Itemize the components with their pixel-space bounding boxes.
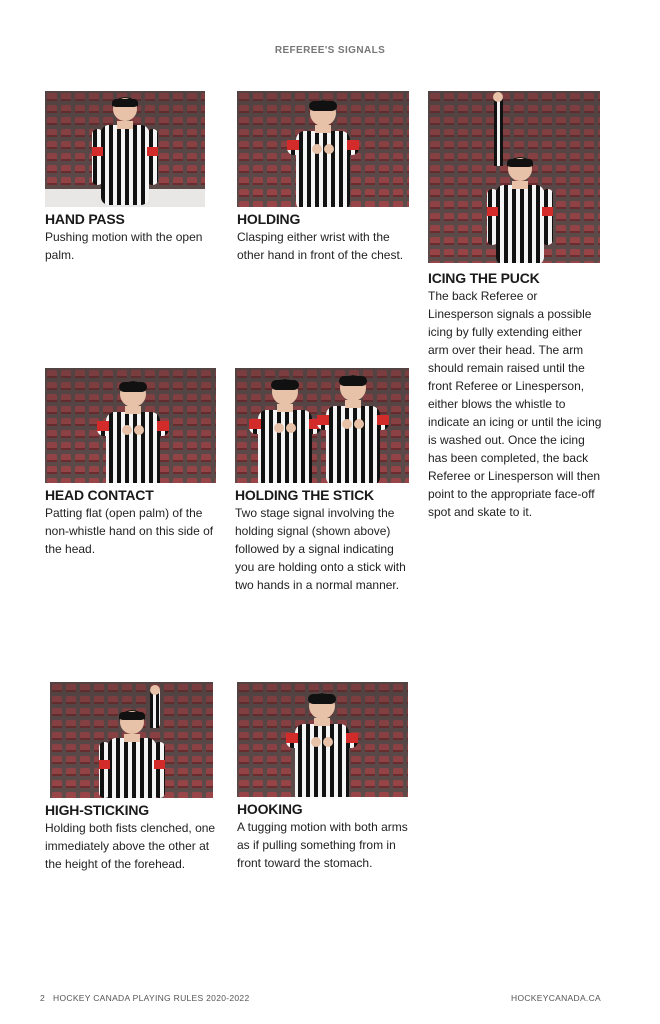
signal-holding-the-stick (235, 368, 410, 594)
signal-title: HIGH-STICKING (45, 802, 149, 818)
footer-website: HOCKEYCANADA.CA (511, 993, 601, 1003)
hand-pass-photo (45, 91, 205, 207)
page-number: 2 (40, 993, 46, 1003)
footer-left (40, 993, 249, 1003)
publication-title: HOCKEY CANADA PLAYING RULES 2020-2022 (53, 993, 250, 1003)
high-sticking-photo (50, 682, 213, 798)
signal-hooking (237, 682, 409, 872)
signal-head-contact (45, 368, 220, 558)
signal-description: A tugging motion with both arms as if pulling something from in front toward the stomach. (237, 820, 408, 870)
holding-photo (237, 91, 409, 207)
icing-photo (428, 91, 600, 263)
signal-description: The back Referee or Linesperson signals a possible icing by fully extending either arm over their head. The arm should remain raised until the front Referee or Linesperson, either blows the whistle to indicate an icing or until the icing is washed out. Once the icing has been completed, the back Referee or Linesperson will then point to the appropriate face-off spot and skate to it. (428, 289, 602, 519)
signal-description: Patting flat (open palm) of the non-whistle hand on this side of the head. (45, 506, 214, 556)
page-header: REFEREE'S SIGNALS (274, 45, 386, 56)
signal-title: HEAD CONTACT (45, 487, 154, 503)
signal-icing-the-puck (428, 91, 603, 521)
signal-description: Holding both fists clenched, one immediately above the other at the height of the forehead. (45, 821, 216, 871)
signal-description: Two stage signal involving the holding signal (shown above) followed by a signal indicating you are holding onto a stick with two hands in a normal manner. (235, 506, 406, 592)
signal-description: Clasping either wrist with the other hand in front of the chest. (237, 230, 404, 262)
signal-title: HOLDING (237, 211, 301, 227)
signal-title: ICING THE PUCK (428, 270, 540, 286)
holding-the-stick-photo (235, 368, 409, 483)
signal-description: Pushing motion with the open palm. (45, 230, 203, 262)
head-contact-photo (45, 368, 216, 483)
signal-hand-pass (45, 91, 205, 264)
signal-title: HAND PASS (45, 211, 125, 227)
hooking-photo (237, 682, 408, 797)
signal-holding (237, 91, 409, 264)
signal-title: HOOKING (237, 801, 303, 817)
signal-high-sticking (45, 682, 225, 873)
signal-title: HOLDING THE STICK (235, 487, 374, 503)
